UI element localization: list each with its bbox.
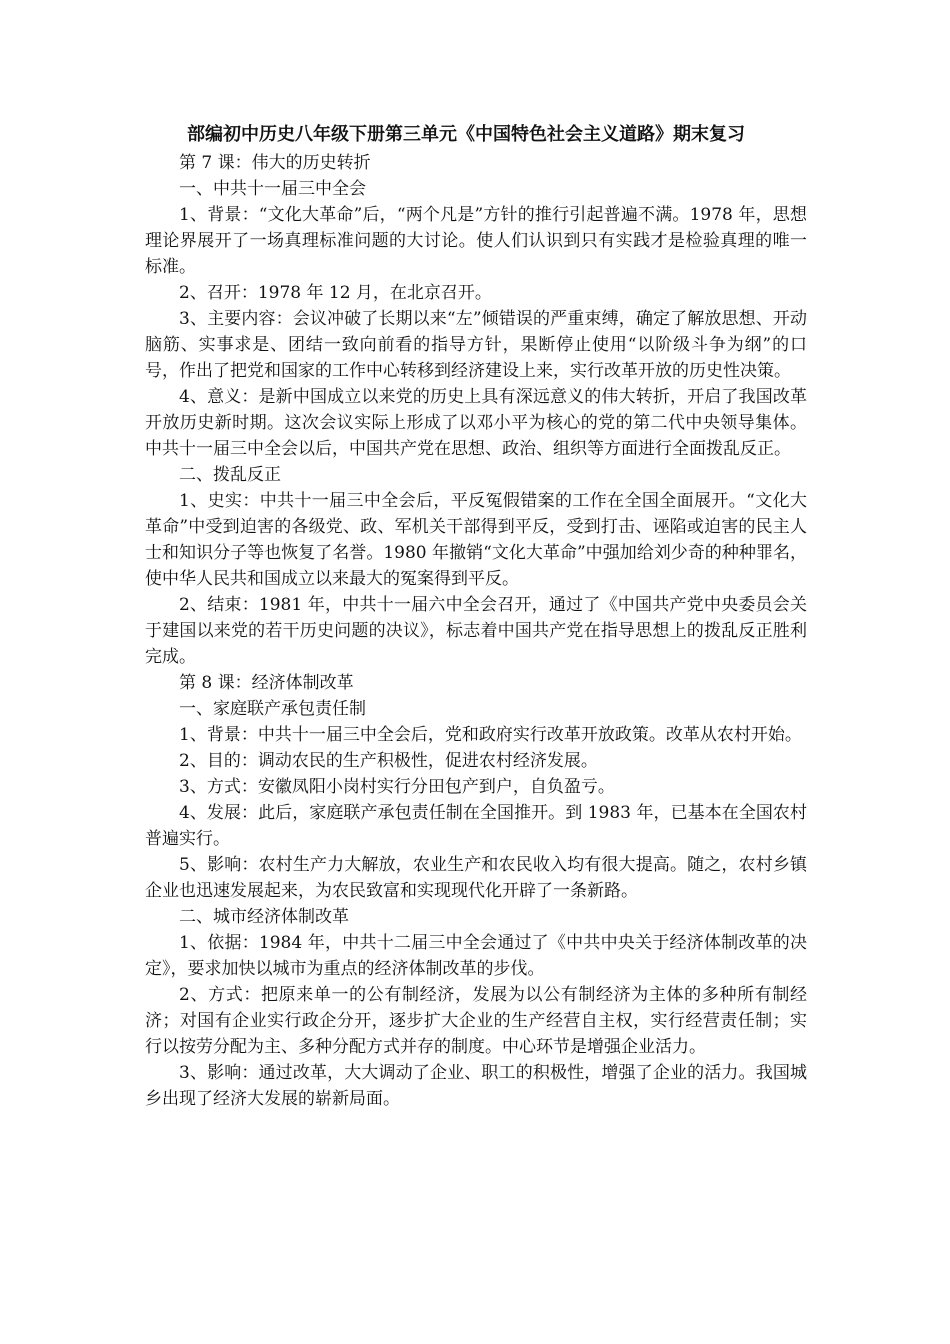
paragraph: 2、召开：1978 年 12 月，在北京召开。 (179, 283, 492, 303)
paragraph: 4、发展：此后，家庭联产承包责任制在全国推开。到 1983 年，已基本在全国农村普遍实行。 (145, 803, 807, 849)
paragraph: 1、背景：“文化大革命”后，“两个凡是”方针的推行引起普遍不满。1978 年，思想理论界展开了一场真理标准问题的大讨论。使人们认识到只有实践才是检验真理的唯一标准。 (145, 205, 807, 277)
paragraph: 3、方式：安徽凤阳小岗村实行分田包产到户，自负盈亏。 (179, 777, 615, 797)
paragraph: 2、目的：调动农民的生产积极性，促进农村经济发展。 (179, 751, 598, 771)
paragraph: 3、主要内容：会议冲破了长期以来“左”倾错误的严重束缚，确定了解放思想、开动脑筋、实事求是、团结一致向前看的指导方针，果断停止使用“以阶级斗争为纲”的口号，作出了把党和国家的工作中心转移到经济建设上来，实行改革开放的历史性决策。 (145, 309, 807, 381)
paragraph: 1、史实：中共十一届三中全会后，平反冤假错案的工作在全国全面展开。“文化大革命”中受到迫害的各级党、政、军机关干部得到平反，受到打击、诬陷或迫害的民主人士和知识分子等也恢复了名誉。1980 年撤销“文化大革命”中强加给刘少奇的种种罪名，使中华人民共和国成立以来最大的冤案得到平反。 (145, 491, 807, 589)
section-heading: 一、中共十一届三中全会 (179, 179, 366, 199)
document-title: 部编初中历史八年级下册第三单元《中国特色社会主义道路》期末复习 (187, 124, 745, 145)
paragraph: 1、依据：1984 年，中共十二届三中全会通过了《中共中央关于经济体制改革的决定》，要求加快以城市为重点的经济体制改革的步伐。 (145, 933, 807, 979)
paragraph: 3、影响：通过改革，大大调动了企业、职工的积极性，增强了企业的活力。我国城乡出现了经济大发展的崭新局面。 (145, 1063, 807, 1109)
paragraph: 4、意义：是新中国成立以来党的历史上具有深远意义的伟大转折，开启了我国改革开放历史新时期。这次会议实际上形成了以邓小平为核心的党的第二代中央领导集体。中共十一届三中全会以后，中国共产党在思想、政治、组织等方面进行全面拨乱反正。 (145, 387, 807, 459)
paragraph: 2、方式：把原来单一的公有制经济，发展为以公有制经济为主体的多种所有制经济；对国有企业实行政企分开，逐步扩大企业的生产经营自主权，实行经营责任制；实行以按劳分配为主、多种分配方式并存的制度。中心环节是增强企业活力。 (145, 985, 807, 1057)
lesson-heading: 第 7 课：伟大的历史转折 (179, 153, 371, 173)
lesson-heading: 第 8 课：经济体制改革 (179, 673, 354, 693)
section-heading: 二、拨乱反正 (179, 465, 281, 485)
paragraph: 1、背景：中共十一届三中全会后，党和政府实行改革开放政策。改革从农村开始。 (179, 725, 802, 745)
document-page (145, 120, 807, 1112)
section-heading: 二、城市经济体制改革 (179, 907, 349, 927)
paragraph: 2、结束：1981 年，中共十一届六中全会召开，通过了《中国共产党中央委员会关于建国以来党的若干历史问题的决议》，标志着中国共产党在指导思想上的拨乱反正胜利完成。 (145, 595, 807, 667)
section-heading: 一、家庭联产承包责任制 (179, 699, 366, 719)
paragraph: 5、影响：农村生产力大解放，农业生产和农民收入均有很大提高。随之，农村乡镇企业也迅速发展起来，为农民致富和实现现代化开辟了一条新路。 (145, 855, 807, 901)
